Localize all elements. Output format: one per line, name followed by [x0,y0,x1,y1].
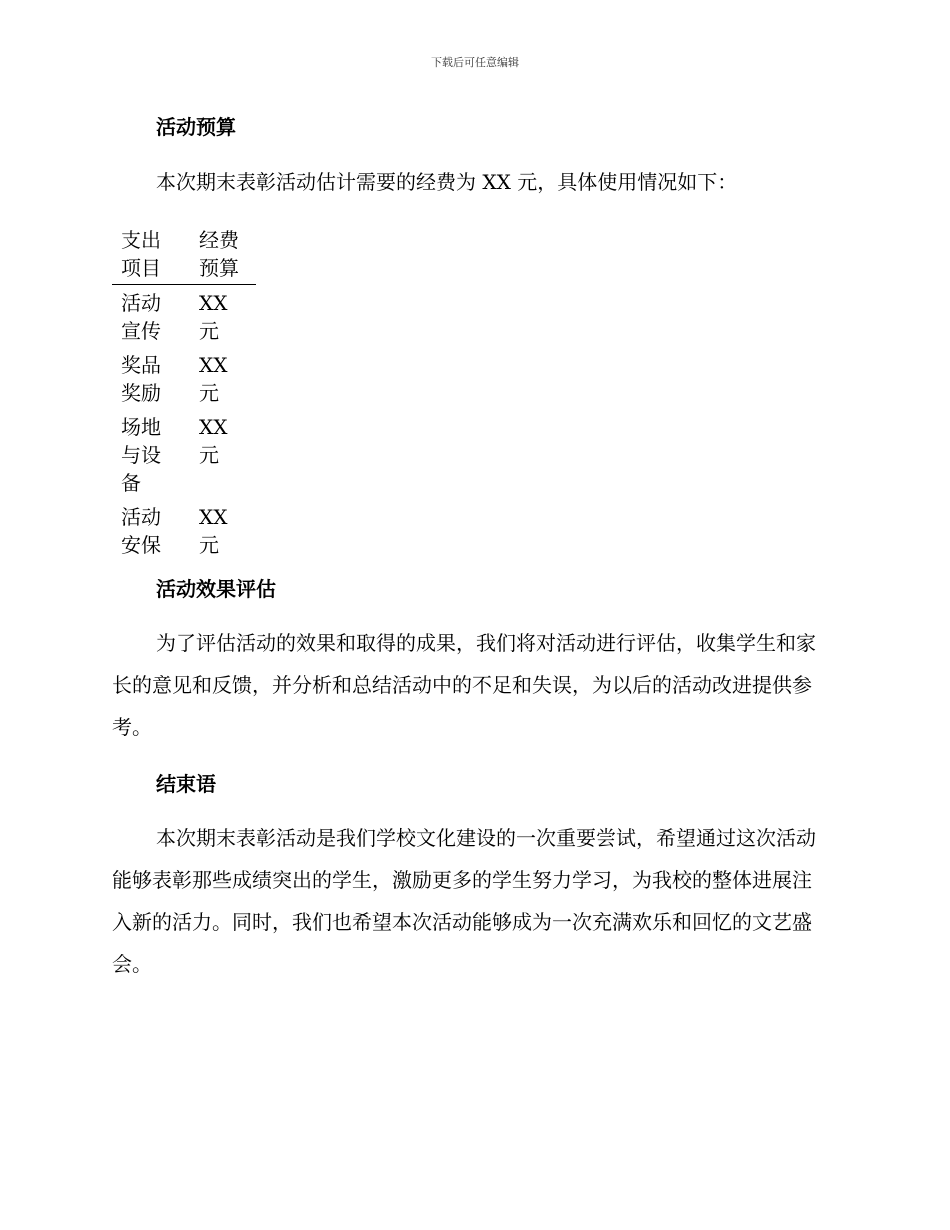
column-header-amount: 经费预算 [199,228,239,280]
row-item: 活动宣传 [121,291,161,343]
row-amount: XX 元 [199,291,228,343]
section-title-evaluation: 活动效果评估 [156,577,276,601]
row-amount: XX 元 [199,415,228,467]
column-header-item: 支出项目 [121,228,161,280]
row-amount: XX 元 [199,353,228,405]
row-item: 场地与设备 [121,415,161,495]
table-row [112,285,256,347]
conclusion-paragraph: 本次期末表彰活动是我们学校文化建设的一次重要尝试，希望通过这次活动能够表彰那些成绩突出的学生，激励更多的学生努力学习，为我校的整体进展注入新的活力。同时，我们也希望本次活动能够成为一次充满欢乐和回忆的文艺盛会。 [112,826,816,976]
row-item: 奖品奖励 [121,353,161,405]
budget-table [112,226,256,561]
budget-intro-paragraph: 本次期末表彰活动估计需要的经费为 XX 元，具体使用情况如下： [156,170,738,194]
row-item: 活动安保 [121,505,161,557]
table-row [112,499,256,561]
section-title-budget: 活动预算 [156,115,236,139]
budget-table-header [112,226,256,285]
page-header: 下载后可任意编辑 [431,56,519,69]
table-row [112,347,256,409]
row-amount: XX 元 [199,505,228,557]
table-row [112,409,256,499]
section-title-conclusion: 结束语 [156,772,216,796]
evaluation-paragraph: 为了评估活动的效果和取得的成果，我们将对活动进行评估，收集学生和家长的意见和反馈，并分析和总结活动中的不足和失误，为以后的活动改进提供参考。 [112,631,816,739]
